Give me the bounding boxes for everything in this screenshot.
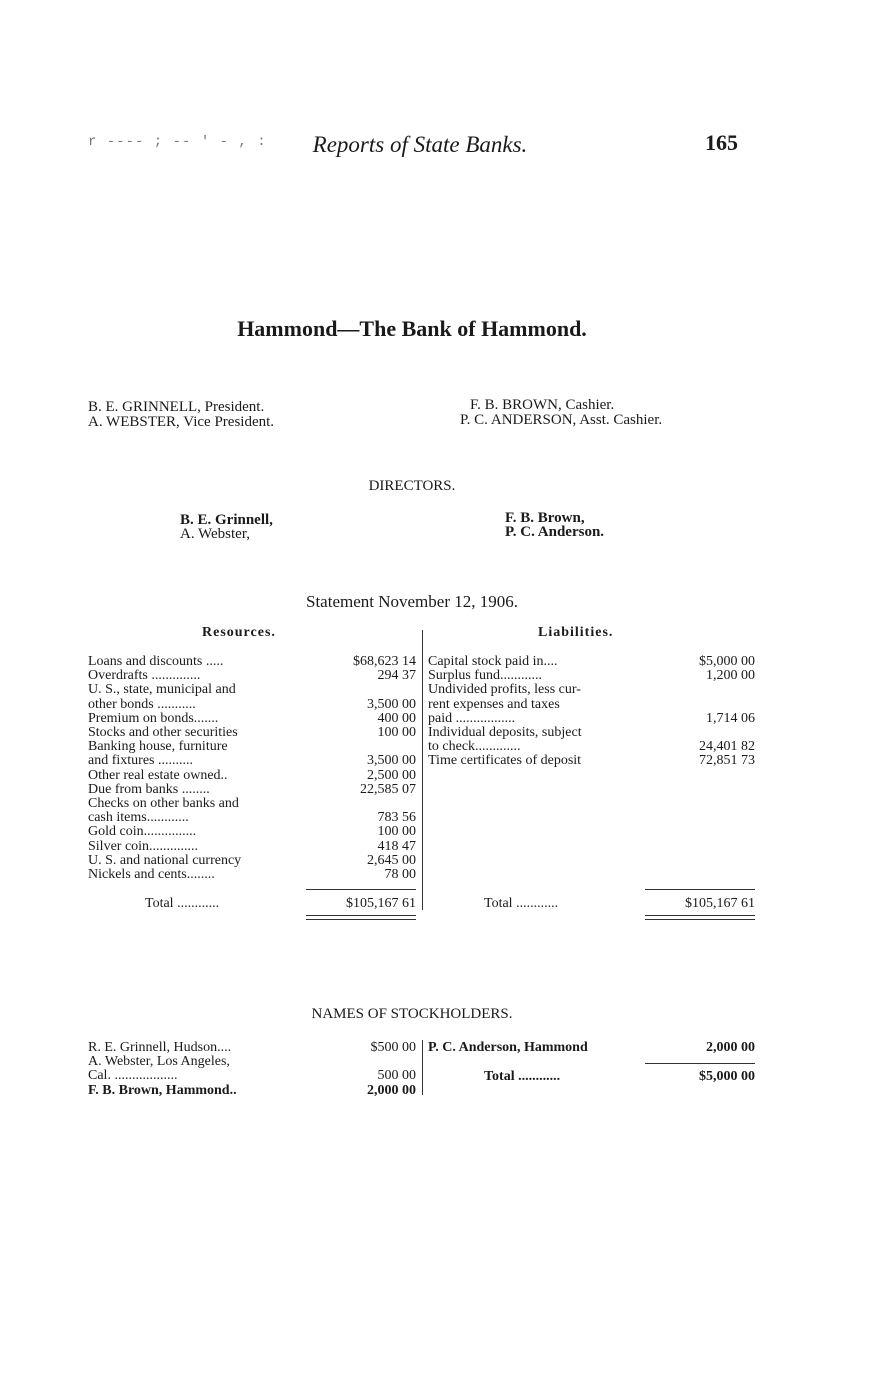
row-amount: 1,714 06 — [706, 710, 755, 726]
running-title: Reports of State Banks. — [312, 132, 528, 157]
officer-president: B. E. GRINNELL, President. — [88, 399, 265, 415]
table-row — [88, 711, 416, 726]
row-label: Time certificates of deposit — [428, 753, 582, 769]
table-row — [428, 682, 755, 697]
row-amount: 100 00 — [377, 725, 416, 740]
row-label: F. B. Brown, Hammond.. — [88, 1082, 237, 1098]
total-double-rule — [306, 919, 416, 920]
table-row — [428, 711, 755, 726]
stockholders-total — [484, 1069, 755, 1084]
row-amount: 500 00 — [377, 1068, 416, 1084]
row-label: A. Webster, Los Angeles, — [88, 1054, 230, 1070]
row-label: Cal. .................. — [88, 1068, 178, 1084]
subtotal-rule — [645, 889, 755, 890]
row-label: to check............. — [428, 739, 521, 755]
total-label: Total ............ — [484, 896, 559, 911]
row-label: Nickels and cents........ — [88, 867, 215, 882]
row-label: P. C. Anderson, Hammond — [428, 1040, 588, 1055]
director-name: B. E. Grinnell, — [180, 512, 273, 528]
row-label: other bonds ........... — [88, 696, 196, 712]
row-amount: 1,200 00 — [706, 668, 755, 684]
row-label: R. E. Grinnell, Hudson.... — [88, 1040, 232, 1055]
row-amount: 3,500 00 — [367, 696, 416, 712]
liabilities-heading: Liabilities. — [538, 625, 614, 640]
row-label: Surplus fund............ — [428, 668, 542, 684]
row-label: Individual deposits, subject — [428, 725, 582, 740]
statement-title: Statement November 12, 1906. — [306, 592, 518, 611]
table-row — [88, 796, 416, 811]
row-amount: $68,623 14 — [353, 654, 416, 669]
scan-marks: r ---- ; -- ' - , : — [88, 134, 267, 150]
row-label: Stocks and other securities — [88, 725, 238, 740]
total-amount: $105,167 61 — [685, 896, 755, 911]
row-label: rent expenses and taxes — [428, 696, 560, 712]
row-amount: 2,000 00 — [706, 1040, 755, 1055]
row-label: and fixtures .......... — [88, 753, 193, 769]
row-amount: 400 00 — [377, 710, 416, 726]
table-row — [428, 654, 755, 669]
bank-title: Hammond—The Bank of Hammond. — [237, 316, 587, 341]
table-row — [428, 1040, 755, 1055]
total-double-rule — [645, 919, 755, 920]
director-name: F. B. Brown, — [505, 510, 585, 526]
column-divider — [422, 630, 423, 910]
table-row — [428, 739, 755, 754]
resources-total — [145, 896, 416, 911]
row-amount: 3,500 00 — [367, 753, 416, 769]
row-label: Loans and discounts ..... — [88, 654, 224, 669]
total-label: Total ............ — [484, 1069, 561, 1084]
table-row — [88, 654, 416, 669]
table-row — [88, 1068, 416, 1083]
row-amount: 24,401 82 — [699, 739, 755, 755]
row-label: Capital stock paid in.... — [428, 654, 558, 669]
row-label: Banking house, furniture — [88, 739, 228, 755]
row-amount: 783 56 — [377, 810, 416, 826]
row-label: Gold coin............... — [88, 824, 197, 840]
row-label: Checks on other banks and — [88, 796, 239, 811]
row-amount: 294 37 — [377, 668, 416, 684]
row-amount: 2,000 00 — [367, 1082, 416, 1098]
table-row — [428, 725, 755, 740]
table-row — [88, 853, 416, 868]
row-amount: 418 47 — [377, 838, 416, 854]
row-label: cash items............ — [88, 810, 189, 826]
table-row — [88, 867, 416, 882]
table-row — [428, 753, 755, 768]
director-name: P. C. Anderson. — [505, 524, 605, 540]
row-label: Undivided profits, less cur- — [428, 682, 581, 698]
resources-heading: Resources. — [202, 625, 276, 640]
table-row — [88, 739, 416, 754]
table-row — [88, 782, 416, 797]
table-row — [88, 1040, 416, 1055]
table-row — [88, 1083, 416, 1098]
table-row — [88, 810, 416, 825]
row-amount: 78 00 — [384, 867, 416, 882]
stockholders-heading: NAMES OF STOCKHOLDERS. — [311, 1006, 513, 1022]
director-name: A. Webster, — [180, 526, 250, 542]
row-label: paid ................. — [428, 710, 516, 726]
table-row — [428, 668, 755, 683]
table-row — [88, 697, 416, 712]
subtotal-rule — [645, 1063, 755, 1064]
row-amount: $5,000 00 — [699, 654, 755, 669]
table-row — [88, 682, 416, 697]
table-row — [88, 839, 416, 854]
liabilities-total — [484, 896, 755, 911]
table-row — [88, 824, 416, 839]
total-amount: $105,167 61 — [346, 896, 416, 911]
row-amount: 72,851 73 — [699, 753, 755, 769]
total-amount: $5,000 00 — [699, 1069, 755, 1084]
column-divider — [422, 1040, 423, 1095]
officer-asst-cashier: P. C. ANDERSON, Asst. Cashier. — [460, 412, 663, 428]
table-row — [88, 725, 416, 740]
directors-heading: DIRECTORS. — [368, 478, 456, 494]
subtotal-rule — [306, 889, 416, 890]
officer-vice-president: A. WEBSTER, Vice President. — [88, 414, 275, 430]
row-amount: 2,500 00 — [367, 767, 416, 783]
row-label: Silver coin.............. — [88, 838, 199, 854]
row-label: U. S. and national currency — [88, 852, 242, 868]
row-label: Due from banks ........ — [88, 781, 210, 797]
table-row — [428, 697, 755, 712]
table-row — [88, 753, 416, 768]
total-double-rule — [645, 915, 755, 916]
total-double-rule — [306, 915, 416, 916]
total-label: Total ............ — [145, 896, 220, 911]
officer-cashier: F. B. BROWN, Cashier. — [470, 397, 615, 413]
row-amount: $500 00 — [370, 1040, 416, 1055]
table-row — [88, 768, 416, 783]
row-label: Premium on bonds....... — [88, 710, 219, 726]
row-label: Other real estate owned.. — [88, 767, 228, 783]
table-row — [88, 668, 416, 683]
row-amount: 22,585 07 — [360, 781, 416, 797]
page-number: 165 — [705, 130, 738, 155]
row-amount: 2,645 00 — [367, 852, 416, 868]
row-label: U. S., state, municipal and — [88, 682, 236, 698]
row-label: Overdrafts .............. — [88, 668, 201, 684]
row-amount: 100 00 — [377, 824, 416, 840]
table-row — [88, 1054, 416, 1069]
